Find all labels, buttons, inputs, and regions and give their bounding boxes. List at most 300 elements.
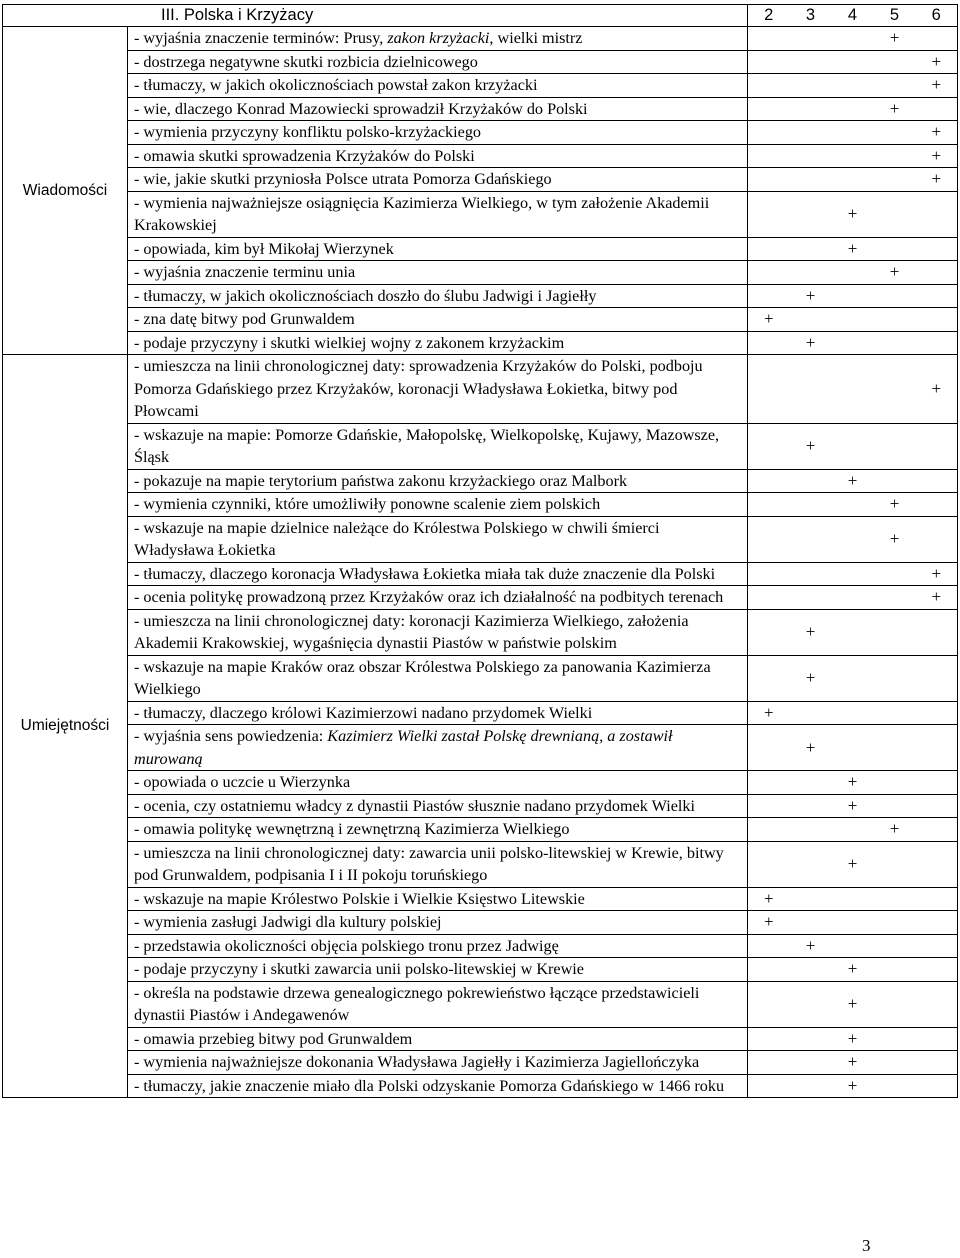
criterion-text-part: - opowiada o uczcie u Wierzynka xyxy=(134,773,351,791)
grade-cell-3 xyxy=(790,562,832,586)
grade-cell-2 xyxy=(748,609,790,655)
grade-cell-4 xyxy=(832,958,874,982)
criteria-row xyxy=(3,237,958,261)
grade-cell-3 xyxy=(790,609,832,655)
criteria-row xyxy=(3,97,958,121)
grade-cell-2 xyxy=(748,121,790,145)
grade-cell-2 xyxy=(748,168,790,192)
grade-cell-3 xyxy=(790,50,832,74)
grade-cell-3 xyxy=(790,887,832,911)
criterion-text xyxy=(128,121,748,145)
grade-cell-6 xyxy=(916,794,958,818)
grade-cell-5 xyxy=(874,1074,916,1098)
grade-cell-6 xyxy=(916,516,958,562)
grade-mark: + xyxy=(805,737,816,757)
grade-cell-2 xyxy=(748,423,790,469)
grade-mark: + xyxy=(805,436,816,455)
grade-cell-5 xyxy=(874,168,916,192)
criterion-text xyxy=(128,168,748,192)
grade-mark: + xyxy=(931,563,942,583)
grade-mark: + xyxy=(931,378,942,398)
criteria-row xyxy=(3,609,958,655)
grade-cell-3 xyxy=(790,771,832,795)
criterion-text xyxy=(128,771,748,795)
criterion-text-part: - wskazuje na mapie: Pomorze Gdańskie, Małopolskę, Wielkopolskę, Kujawy, Mazowsze, Śląsk xyxy=(134,425,720,466)
criteria-row xyxy=(3,423,958,469)
grade-cell-3 xyxy=(790,841,832,887)
grade-cell-6 xyxy=(916,655,958,701)
grade-cell-5 xyxy=(874,308,916,332)
criteria-row xyxy=(3,74,958,98)
grade-cell-5 xyxy=(874,887,916,911)
grade-cell-4 xyxy=(832,469,874,493)
grade-cell-4 xyxy=(832,97,874,121)
criteria-row xyxy=(3,121,958,145)
grade-cell-2 xyxy=(748,841,790,887)
grade-cell-2 xyxy=(748,655,790,701)
criteria-row xyxy=(3,1027,958,1051)
grade-cell-5 xyxy=(874,1051,916,1075)
grade-cell-4 xyxy=(832,725,874,771)
criterion-text xyxy=(128,818,748,842)
grade-cell-5 xyxy=(874,284,916,308)
grade-cell-3 xyxy=(790,284,832,308)
grade-cell-3 xyxy=(790,655,832,701)
grade-cell-3 xyxy=(790,97,832,121)
criterion-text xyxy=(128,1051,748,1075)
grade-cell-6 xyxy=(916,911,958,935)
grade-cell-5 xyxy=(874,423,916,469)
grade-cell-4 xyxy=(832,655,874,701)
grade-mark: + xyxy=(847,470,858,490)
grade-cell-3 xyxy=(790,794,832,818)
criteria-row xyxy=(3,934,958,958)
grade-header-5: 5 xyxy=(874,5,916,27)
grade-cell-5 xyxy=(874,981,916,1027)
grade-cell-2 xyxy=(748,74,790,98)
criteria-row xyxy=(3,562,958,586)
criterion-text xyxy=(128,50,748,74)
grade-cell-4 xyxy=(832,1027,874,1051)
criteria-row xyxy=(3,958,958,982)
grade-cell-2 xyxy=(748,1051,790,1075)
grade-cell-6 xyxy=(916,27,958,51)
grade-cell-4 xyxy=(832,355,874,424)
grade-cell-2 xyxy=(748,493,790,517)
criteria-row xyxy=(3,27,958,51)
grade-cell-5 xyxy=(874,50,916,74)
grade-cell-5 xyxy=(874,493,916,517)
grade-cell-6 xyxy=(916,934,958,958)
grade-mark: + xyxy=(847,854,858,873)
grade-cell-5 xyxy=(874,725,916,771)
grade-cell-4 xyxy=(832,191,874,237)
criterion-text xyxy=(128,887,748,911)
grade-cell-2 xyxy=(748,27,790,51)
grade-cell-6 xyxy=(916,168,958,192)
grade-cell-3 xyxy=(790,74,832,98)
grade-cell-2 xyxy=(748,725,790,771)
criterion-text xyxy=(128,586,748,610)
criteria-row xyxy=(3,701,958,725)
grade-mark: + xyxy=(847,1052,858,1072)
grade-mark: + xyxy=(763,702,774,722)
grade-cell-4 xyxy=(832,50,874,74)
grade-cell-4 xyxy=(832,74,874,98)
criteria-row xyxy=(3,284,958,308)
criterion-text xyxy=(128,144,748,168)
criterion-text xyxy=(128,74,748,98)
grade-cell-2 xyxy=(748,562,790,586)
grade-cell-3 xyxy=(790,144,832,168)
grade-mark: + xyxy=(847,238,858,258)
grade-cell-6 xyxy=(916,50,958,74)
grade-cell-4 xyxy=(832,168,874,192)
criterion-text-part: - pokazuje na mapie terytorium państwa zakonu krzyżackiego oraz Malbork xyxy=(134,471,628,490)
grade-cell-4 xyxy=(832,934,874,958)
grade-cell-4 xyxy=(832,261,874,285)
criteria-row xyxy=(3,1074,958,1098)
criterion-text xyxy=(128,911,748,935)
grade-cell-4 xyxy=(832,121,874,145)
criterion-text-part: - omawia skutki sprowadzenia Krzyżaków do Polski xyxy=(134,146,475,165)
criterion-text xyxy=(128,1027,748,1051)
criteria-row xyxy=(3,818,958,842)
grade-cell-3 xyxy=(790,355,832,424)
grade-mark: + xyxy=(931,145,942,165)
grade-cell-2 xyxy=(748,261,790,285)
criteria-row xyxy=(3,144,958,168)
grade-cell-6 xyxy=(916,97,958,121)
criterion-text-part: - tłumaczy, w jakich okolicznościach powstał zakon krzyżacki xyxy=(134,76,538,94)
criterion-text-part: - wskazuje na mapie Kraków oraz obszar Królestwa Polskiego za panowania Kazimierza Wielkiego xyxy=(134,657,711,698)
grade-cell-2 xyxy=(748,818,790,842)
criterion-text xyxy=(128,701,748,725)
criterion-text xyxy=(128,284,748,308)
grade-cell-3 xyxy=(790,725,832,771)
criterion-text-part: - wyjaśnia znaczenie terminu unia xyxy=(134,263,356,281)
grade-cell-4 xyxy=(832,493,874,517)
criterion-italic-term: Kazimierz Wielki zastał Polskę drewnianą, a zostawił murowaną xyxy=(134,727,673,768)
criterion-text-part: - ocenia politykę prowadzoną przez Krzyżaków oraz ich działalność na podbitych terenach xyxy=(134,588,724,606)
criterion-text-part: - podaje przyczyny i skutki zawarcia unii polsko-litewskiej w Krewie xyxy=(134,960,584,978)
criteria-row xyxy=(3,469,958,493)
grade-cell-5 xyxy=(874,27,916,51)
grade-mark: + xyxy=(847,204,858,223)
grade-cell-5 xyxy=(874,121,916,145)
grade-cell-5 xyxy=(874,934,916,958)
header-row xyxy=(3,5,958,27)
grade-cell-6 xyxy=(916,261,958,285)
criterion-text-part: - umieszcza na linii chronologicznej daty: zawarcia unii polsko-litewskiej w Krewie, bitwy pod Grunwaldem, podpisania I i II pokoju toruńskiego xyxy=(134,843,724,884)
grade-mark: + xyxy=(805,285,816,305)
grade-header-4: 4 xyxy=(832,5,874,27)
criterion-text xyxy=(128,308,748,332)
criteria-row xyxy=(3,191,958,237)
criterion-text xyxy=(128,841,748,887)
grade-cell-3 xyxy=(790,27,832,51)
criterion-text-part: - zna datę bitwy pod Grunwaldem xyxy=(134,310,355,328)
grade-cell-3 xyxy=(790,493,832,517)
grade-mark: + xyxy=(847,1028,858,1048)
grade-cell-5 xyxy=(874,144,916,168)
grade-mark: + xyxy=(847,959,858,979)
criterion-text-part: - umieszcza na linii chronologicznej daty: koronacji Kazimierza Wielkiego, założenia Akademii Krakowskiej, wygaśnięcia dynastii Piastów w państwie polskim xyxy=(134,611,689,652)
criteria-row xyxy=(3,655,958,701)
grade-cell-6 xyxy=(916,493,958,517)
grade-cell-2 xyxy=(748,981,790,1027)
grade-cell-3 xyxy=(790,516,832,562)
grade-cell-6 xyxy=(916,469,958,493)
grade-cell-2 xyxy=(748,191,790,237)
grade-cell-5 xyxy=(874,261,916,285)
criteria-row xyxy=(3,586,958,610)
criterion-text-part: - wyjaśnia znaczenie terminów: Prusy, xyxy=(134,29,388,47)
criterion-text-part: - tłumaczy, jakie znaczenie miało dla Polski odzyskanie Pomorza Gdańskiego w 1466 roku xyxy=(134,1076,725,1095)
grade-cell-6 xyxy=(916,121,958,145)
grade-cell-4 xyxy=(832,1051,874,1075)
criteria-row xyxy=(3,516,958,562)
grade-mark: + xyxy=(805,935,816,955)
grade-cell-2 xyxy=(748,586,790,610)
grade-cell-2 xyxy=(748,771,790,795)
grade-mark: + xyxy=(931,587,942,607)
grade-cell-6 xyxy=(916,284,958,308)
grade-cell-6 xyxy=(916,562,958,586)
grade-cell-5 xyxy=(874,74,916,98)
criterion-text xyxy=(128,97,748,121)
criterion-text xyxy=(128,794,748,818)
grade-cell-2 xyxy=(748,331,790,355)
grade-cell-3 xyxy=(790,934,832,958)
grade-cell-3 xyxy=(790,261,832,285)
criterion-text-part: - omawia przebieg bitwy pod Grunwaldem xyxy=(134,1029,413,1048)
grade-cell-4 xyxy=(832,794,874,818)
criterion-text xyxy=(128,331,748,355)
grade-cell-2 xyxy=(748,516,790,562)
criteria-row xyxy=(3,725,958,771)
grade-cell-4 xyxy=(832,841,874,887)
criterion-text-part: , wielki mistrz xyxy=(489,29,583,47)
grade-cell-2 xyxy=(748,355,790,424)
grade-cell-2 xyxy=(748,958,790,982)
grade-cell-5 xyxy=(874,609,916,655)
grade-mark: + xyxy=(931,75,942,95)
criterion-text xyxy=(128,27,748,51)
criterion-text xyxy=(128,981,748,1027)
criterion-italic-term: zakon krzyżacki xyxy=(387,29,490,47)
grade-cell-5 xyxy=(874,958,916,982)
criterion-text-part: - podaje przyczyny i skutki wielkiej wojny z zakonem krzyżackim xyxy=(134,333,565,352)
grade-cell-3 xyxy=(790,586,832,610)
grade-cell-6 xyxy=(916,237,958,261)
criterion-text-part: - opowiada, kim był Mikołaj Wierzynek xyxy=(134,239,394,258)
grade-cell-5 xyxy=(874,97,916,121)
criterion-text xyxy=(128,191,748,237)
criteria-row xyxy=(3,331,958,355)
criterion-text-part: - wymienia zasługi Jadwigi dla kultury polskiej xyxy=(134,913,442,931)
criterion-text xyxy=(128,725,748,771)
criteria-row xyxy=(3,261,958,285)
grade-cell-3 xyxy=(790,121,832,145)
criterion-text-part: - tłumaczy, dlaczego koronacja Władysława Łokietka miała tak duże znaczenie dla Polski xyxy=(134,564,716,583)
grade-cell-6 xyxy=(916,423,958,469)
criteria-body xyxy=(3,27,958,1098)
grade-mark: + xyxy=(889,529,900,548)
grade-cell-5 xyxy=(874,911,916,935)
grade-mark: + xyxy=(763,309,774,329)
grade-cell-5 xyxy=(874,655,916,701)
grade-mark: + xyxy=(805,332,816,352)
grade-cell-5 xyxy=(874,701,916,725)
criterion-text-part: - określa na podstawie drzewa genealogicznego pokrewieństwo łączące przedstawicieli dynastii Piastów i Andegawenów xyxy=(134,983,700,1024)
grade-cell-6 xyxy=(916,958,958,982)
criterion-text xyxy=(128,423,748,469)
grade-cell-6 xyxy=(916,981,958,1027)
criterion-text-part: - tłumaczy, w jakich okolicznościach doszło do ślubu Jadwigi i Jagiełły xyxy=(134,286,597,305)
grade-mark: + xyxy=(847,772,858,792)
grade-mark: + xyxy=(847,1075,858,1095)
grade-cell-4 xyxy=(832,911,874,935)
grade-cell-6 xyxy=(916,144,958,168)
grade-header-2: 2 xyxy=(748,5,790,27)
grade-cell-2 xyxy=(748,911,790,935)
grade-cell-6 xyxy=(916,701,958,725)
grade-cell-4 xyxy=(832,609,874,655)
criterion-text-part: - wymienia najważniejsze dokonania Władysława Jagiełły i Kazimierza Jagiellończyka xyxy=(134,1053,700,1071)
criterion-text-part: - wymienia czynniki, które umożliwiły ponowne scalenie ziem polskich xyxy=(134,495,601,513)
criterion-text xyxy=(128,609,748,655)
grade-cell-4 xyxy=(832,144,874,168)
grade-cell-6 xyxy=(916,1074,958,1098)
grade-cell-5 xyxy=(874,469,916,493)
grade-cell-6 xyxy=(916,191,958,237)
grade-cell-3 xyxy=(790,1027,832,1051)
grade-cell-2 xyxy=(748,1027,790,1051)
criteria-table xyxy=(2,4,958,1098)
grade-cell-5 xyxy=(874,355,916,424)
grade-cell-6 xyxy=(916,355,958,424)
grade-cell-3 xyxy=(790,701,832,725)
page-number: 3 xyxy=(862,1236,871,1255)
grade-cell-3 xyxy=(790,308,832,332)
grade-mark: + xyxy=(847,795,858,815)
grade-cell-3 xyxy=(790,168,832,192)
grade-cell-4 xyxy=(832,308,874,332)
criterion-text xyxy=(128,261,748,285)
criterion-text xyxy=(128,493,748,517)
criteria-row xyxy=(3,794,958,818)
grade-cell-6 xyxy=(916,818,958,842)
criterion-text xyxy=(128,958,748,982)
criteria-row xyxy=(3,887,958,911)
grade-mark: + xyxy=(763,912,774,932)
criteria-row xyxy=(3,911,958,935)
grade-cell-3 xyxy=(790,237,832,261)
grade-cell-6 xyxy=(916,308,958,332)
grade-cell-3 xyxy=(790,1074,832,1098)
grade-cell-4 xyxy=(832,771,874,795)
criterion-text xyxy=(128,355,748,424)
section-title: III. Polska i Krzyżacy xyxy=(3,5,748,27)
criteria-table-container xyxy=(2,4,957,1098)
grade-cell-5 xyxy=(874,237,916,261)
criteria-row xyxy=(3,841,958,887)
grade-cell-6 xyxy=(916,1027,958,1051)
grade-cell-4 xyxy=(832,562,874,586)
criterion-text xyxy=(128,562,748,586)
grade-mark: + xyxy=(931,169,942,189)
grade-cell-3 xyxy=(790,191,832,237)
grade-cell-5 xyxy=(874,516,916,562)
grade-cell-2 xyxy=(748,934,790,958)
grade-cell-5 xyxy=(874,1027,916,1051)
grade-header-3: 3 xyxy=(790,5,832,27)
grade-cell-3 xyxy=(790,981,832,1027)
grade-mark: + xyxy=(889,262,900,282)
grade-cell-4 xyxy=(832,818,874,842)
grade-cell-5 xyxy=(874,586,916,610)
criterion-text-part: - wymienia najważniejsze osiągnięcia Kazimierza Wielkiego, w tym założenie Akademii Krakowskiej xyxy=(134,193,710,234)
grade-cell-6 xyxy=(916,725,958,771)
grade-cell-2 xyxy=(748,701,790,725)
grade-cell-3 xyxy=(790,958,832,982)
grade-cell-2 xyxy=(748,144,790,168)
criterion-text-part: - wyjaśnia sens powiedzenia: xyxy=(134,727,328,745)
criterion-text-part: - przedstawia okoliczności objęcia polskiego tronu przez Jadwigę xyxy=(134,936,559,955)
criteria-row xyxy=(3,981,958,1027)
grade-mark: + xyxy=(889,98,900,118)
grade-cell-6 xyxy=(916,841,958,887)
criterion-text-part: - dostrzega negatywne skutki rozbicia dzielnicowego xyxy=(134,52,478,71)
grade-cell-3 xyxy=(790,423,832,469)
grade-mark: + xyxy=(889,819,900,839)
criteria-row xyxy=(3,308,958,332)
grade-cell-5 xyxy=(874,771,916,795)
grade-cell-2 xyxy=(748,97,790,121)
criterion-text-part: - wymienia przyczyny konfliktu polsko-krzyżackiego xyxy=(134,123,482,141)
grade-cell-3 xyxy=(790,1051,832,1075)
grade-cell-3 xyxy=(790,331,832,355)
grade-mark: + xyxy=(805,622,816,641)
grade-cell-4 xyxy=(832,516,874,562)
grade-cell-4 xyxy=(832,284,874,308)
grade-cell-3 xyxy=(790,818,832,842)
grade-cell-2 xyxy=(748,284,790,308)
grade-cell-6 xyxy=(916,331,958,355)
grade-cell-4 xyxy=(832,331,874,355)
grade-cell-3 xyxy=(790,469,832,493)
grade-header-6: 6 xyxy=(916,5,958,27)
grade-mark: + xyxy=(805,668,816,687)
grade-cell-2 xyxy=(748,469,790,493)
criterion-text xyxy=(128,516,748,562)
grade-cell-6 xyxy=(916,771,958,795)
grade-mark: + xyxy=(931,51,942,71)
grade-cell-4 xyxy=(832,701,874,725)
grade-cell-2 xyxy=(748,794,790,818)
criterion-text-part: - tłumaczy, dlaczego królowi Kazimierzowi nadano przydomek Wielki xyxy=(134,703,593,722)
category-skills: Umiejętności xyxy=(3,355,128,1098)
criterion-text-part: - wie, dlaczego Konrad Mazowiecki sprowadził Krzyżaków do Polski xyxy=(134,99,588,118)
grade-cell-5 xyxy=(874,841,916,887)
grade-cell-4 xyxy=(832,423,874,469)
grade-mark: + xyxy=(931,122,942,142)
grade-cell-5 xyxy=(874,562,916,586)
grade-mark: + xyxy=(847,994,858,1013)
grade-cell-4 xyxy=(832,586,874,610)
grade-cell-6 xyxy=(916,74,958,98)
